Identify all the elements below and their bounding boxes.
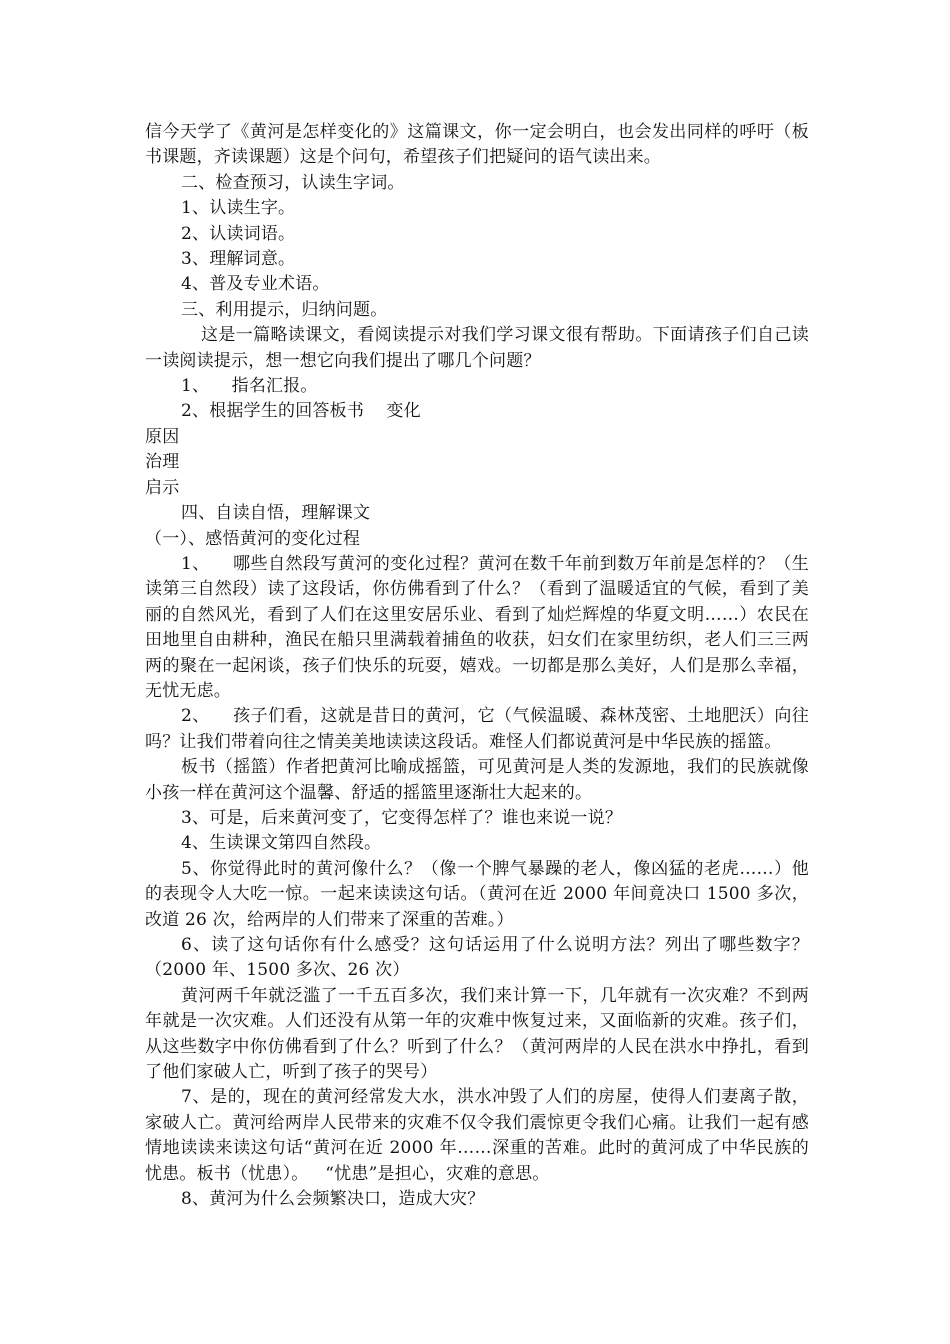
list-item: 1、 指名汇报。 [181, 376, 318, 397]
section-heading: 二、检查预习，认读生字词。 [181, 172, 405, 193]
list-item: 1、认读生字。 [181, 198, 296, 219]
list-item: 3、理解词意。 [181, 249, 296, 270]
list-item: 2、认读词语。 [181, 223, 296, 244]
list-item: 3、可是，后来黄河变了，它变得怎样了？谁也来说一说？ [181, 807, 623, 828]
paragraph: 1、 哪些自然段写黄河的变化过程？黄河在数千年前到数万年前是怎样的？（生读第三自然段）读了这段话，你仿佛看到了什么？（看到了温暖适宜的气候，看到了美丽的自然风光，看到了人们在这里安居乐业、看到了灿烂辉煌的华夏文明……）农民在田地里自由耕种，渔民在船只里满载着捕鱼的收获，妇女们在家里纺织，老人们三三两两的聚在一起闲谈，孩子们快乐的玩耍，嬉戏。一切都是那么美好，人们是那么幸福，无忧无虑。 [145, 553, 809, 701]
section-heading: 四、自读自悟，理解课文 [181, 503, 371, 524]
paragraph: 7、是的，现在的黄河经常发大水，洪水冲毁了人们的房屋，使得人们妻离子散，家破人亡。黄河给两岸人民带来的灾难不仅令我们震惊更令我们心痛。让我们一起有感情地读读来读这句话“黄河在近 2000 年……深重的苦难。此时的黄河成了中华民族的忧患。板书（忧患）。 “忧患”是担心，灾难的意思。 [145, 1087, 809, 1184]
paragraph: 黄河两千年就泛滥了一千五百多次，我们来计算一下，几年就有一次灾难？不到两年就是一次灾难。人们还没有从第一年的灾难中恢复过来，又面临新的灾难。孩子们，从这些数字中你仿佛看到了什么？听到了什么？（黄河两岸的人民在洪水中挣扎，看到了他们家破人亡，听到了孩子的哭号） [145, 985, 809, 1083]
section-heading: 三、利用提示，归纳问题。 [181, 299, 388, 320]
board-item: 启示 [145, 477, 180, 498]
list-item: 4、生读课文第四自然段。 [181, 833, 382, 854]
paragraph: 2、 孩子们看，这就是昔日的黄河，它（气候温暖、森林茂密、土地肥沃）向往吗？让我们带着向往之情美美地读读这段话。难怪人们都说黄河是中华民族的摇篮。 [145, 706, 809, 752]
board-item: 原因 [145, 426, 180, 447]
paragraph: 信今天学了《黄河是怎样变化的》这篇课文，你一定会明白，也会发出同样的呼吁（板书课题，齐读课题）这是个问句，希望孩子们把疑问的语气读出来。 [145, 122, 809, 168]
list-item: 4、普及专业术语。 [181, 274, 330, 295]
paragraph: 5、你觉得此时的黄河像什么？（像一个脾气暴躁的老人，像凶猛的老虎……）他的表现令人大吃一惊。一起来读读这句话。（黄河在近 2000 年间竟决口 1500 多次，改道 26 次，给两岸的人们带来了深重的苦难。） [145, 858, 809, 930]
subsection-heading: （一）、感悟黄河的变化过程 [145, 528, 361, 549]
list-item: 2、根据学生的回答板书 变化 [181, 401, 421, 422]
document-body [145, 120, 809, 1212]
list-item: 8、黄河为什么会频繁决口，造成大灾？ [181, 1189, 485, 1210]
paragraph: 6、读了这句话你有什么感受？这句话运用了什么说明方法？列出了哪些数字？（2000 年、1500 多次、26 次） [145, 935, 809, 981]
paragraph: 板书（摇篮）作者把黄河比喻成摇篮，可见黄河是人类的发源地，我们的民族就像小孩一样在黄河这个温馨、舒适的摇篮里逐渐壮大起来的。 [145, 757, 809, 803]
board-item: 治理 [145, 452, 180, 473]
paragraph: 这是一篇略读课文，看阅读提示对我们学习课文很有帮助。下面请孩子们自己读一读阅读提示，想一想它向我们提出了哪几个问题？ [145, 325, 809, 371]
